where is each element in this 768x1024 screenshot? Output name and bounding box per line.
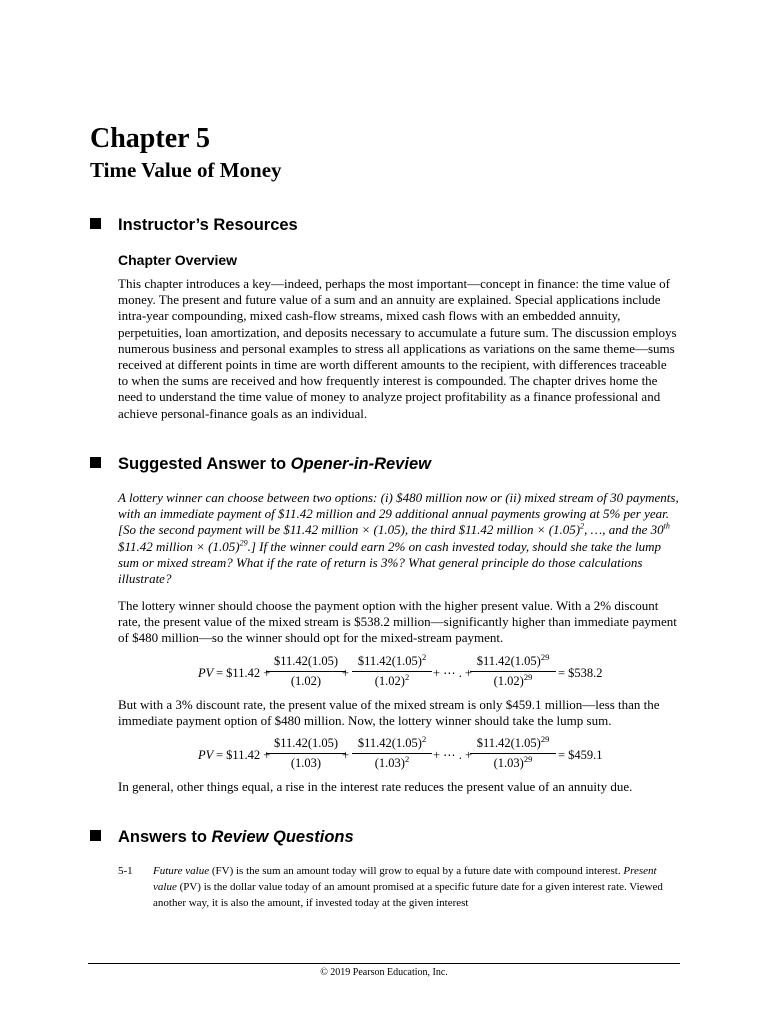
equation-fraction-3	[470, 651, 556, 689]
chapter-title: Chapter 5	[90, 123, 211, 154]
equation-lhs: PV	[198, 666, 214, 680]
chapter-overview-heading: Chapter Overview	[118, 252, 238, 268]
section-heading-text: Instructor’s Resources	[118, 216, 298, 234]
section-heading-text: Suggested Answer to	[118, 455, 291, 473]
equation-first-term: = $11.42 +	[216, 748, 271, 762]
square-bullet-icon	[90, 218, 101, 229]
question-text: $11.42 million × (1.05)	[118, 538, 240, 554]
fraction-denominator	[352, 672, 432, 689]
exponent: 2	[404, 671, 410, 682]
section-heading-italic: Review Questions	[211, 828, 354, 846]
fraction-numerator	[352, 733, 432, 754]
footer-copyright: © 2019 Pearson Education, Inc.	[320, 967, 448, 978]
term-future-value: Future value	[153, 865, 210, 877]
equation-fraction-3	[470, 733, 556, 771]
equation-result: = $459.1	[558, 748, 603, 762]
denominator-text: (1.02)	[374, 674, 405, 688]
denominator-text: (1.03)	[374, 756, 405, 770]
answer-text: (FV) is the sum an amount today will grow to equal by a future date with compound interest.	[209, 865, 624, 877]
fraction-denominator: (1.03)	[290, 756, 322, 770]
question-number: 5-1	[118, 865, 133, 877]
exponent: 29	[523, 753, 533, 764]
section-heading-italic: Opener-in-Review	[290, 455, 431, 473]
equation-pv-3-percent	[0, 733, 768, 776]
equation-first-term: = $11.42 +	[216, 666, 271, 680]
equation-fraction-2	[352, 733, 432, 771]
equation-fraction-1	[266, 654, 346, 689]
fraction-denominator	[352, 754, 432, 771]
question-answer-text	[153, 863, 681, 911]
exponent: 29	[523, 671, 533, 682]
fraction-numerator: $11.42(1.05)	[266, 654, 346, 672]
fraction-numerator	[470, 733, 556, 754]
fraction-numerator	[470, 651, 556, 672]
equation-result: = $538.2	[558, 666, 603, 680]
fraction-denominator: (1.02)	[290, 674, 322, 688]
question-text: .] If the winner could earn 2% on cash invested today, should she take the lump sum or mixed stream? What if the rate of return is 3%? What general principle do those calculations illustrate?	[118, 538, 661, 587]
square-bullet-icon	[90, 457, 101, 468]
chapter-subtitle: Time Value of Money	[90, 158, 282, 182]
equation-fraction-2	[352, 651, 432, 689]
equation-lhs: PV	[198, 748, 214, 762]
equation-plus: +	[342, 748, 350, 762]
fraction-denominator	[470, 754, 556, 771]
fraction-denominator	[470, 672, 556, 689]
exponent: 2	[421, 733, 427, 744]
section-heading-review-questions	[90, 826, 354, 848]
exponent: 29	[540, 733, 550, 744]
exponent: 29	[540, 651, 550, 662]
section-heading-instructors-resources	[90, 214, 298, 236]
equation-plus: +	[342, 666, 350, 680]
superscript: 2	[580, 522, 585, 532]
equation-fraction-1	[266, 736, 346, 771]
numerator-text: $11.42(1.05)	[476, 654, 541, 668]
equation-dots: + ⋯ . +	[433, 748, 473, 762]
superscript: th	[663, 522, 670, 532]
exponent: 2	[404, 753, 410, 764]
question-text: , …, and the 30	[584, 522, 664, 538]
fraction-numerator: $11.42(1.05)	[266, 736, 346, 754]
answer-text: (PV) is the dollar value today of an amount promised at a specific future date for a given interest rate. Viewed another way, it is also the amount, if invested today at the given interest	[153, 881, 663, 909]
numerator-text: $11.42(1.05)	[476, 736, 541, 750]
answer-paragraph-3: In general, other things equal, a rise in the interest rate reduces the present value of an annuity due.	[118, 779, 633, 794]
footer-divider	[88, 963, 680, 964]
square-bullet-icon	[90, 830, 101, 841]
numerator-text: $11.42(1.05)	[357, 654, 422, 668]
answer-paragraph-1: The lottery winner should choose the payment option with the higher present value. With a 2% discount rate, the present value of the mixed stream is $538.2 million—significantly higher than immediate payment of $480 million—so the winner should opt for the mixed-stream payment.	[118, 598, 677, 646]
answer-paragraph-2: But with a 3% discount rate, the present value of the mixed stream is only $459.1 million—less than the immediate payment option of $480 million. Now, the lottery winner should take the lump sum.	[118, 697, 660, 729]
exponent: 2	[421, 651, 427, 662]
opener-question	[118, 490, 680, 587]
denominator-text: (1.02)	[493, 674, 524, 688]
term-present-value: Present value	[153, 865, 657, 893]
question-text: A lottery winner can choose between two options: (i) $480 million now or (ii) mixed stream of 30 payments, with an immediate payment of $11.42 million and 29 additional annual payments growing at 5% per year. [So the second payment will be $11.42 million × (1.05), the third $11.42 million × (1.05)	[118, 490, 679, 538]
section-heading-text: Answers to	[118, 828, 212, 846]
section-heading-suggested-answer	[90, 453, 431, 475]
equation-dots: + ⋯ . +	[433, 666, 473, 680]
equation-pv-2-percent	[0, 651, 768, 694]
chapter-overview-text: This chapter introduces a key—indeed, perhaps the most important—concept in finance: the time value of money. The present and future value of a sum and an annuity are explained. Special applications include intra-year compounding, mixed cash-flow streams, mixed cash flows with an embedded annuity, perpetuities, loan amortization, and deposits necessary to accumulate a future sum. The discussion employs numerous business and personal examples to stress all applications as variations on the same theme—sums received at different points in time are worth different amounts to the recipient, with differences traceable to when the sums are received and how frequently interest is compounded. The chapter drives home the need to understand the time value of money to analyze project profitability as a finance professional and achieve personal-finance goals as an individual.	[118, 276, 677, 421]
denominator-text: (1.03)	[493, 756, 524, 770]
fraction-numerator	[352, 651, 432, 672]
superscript: 29	[239, 538, 248, 548]
numerator-text: $11.42(1.05)	[357, 736, 422, 750]
